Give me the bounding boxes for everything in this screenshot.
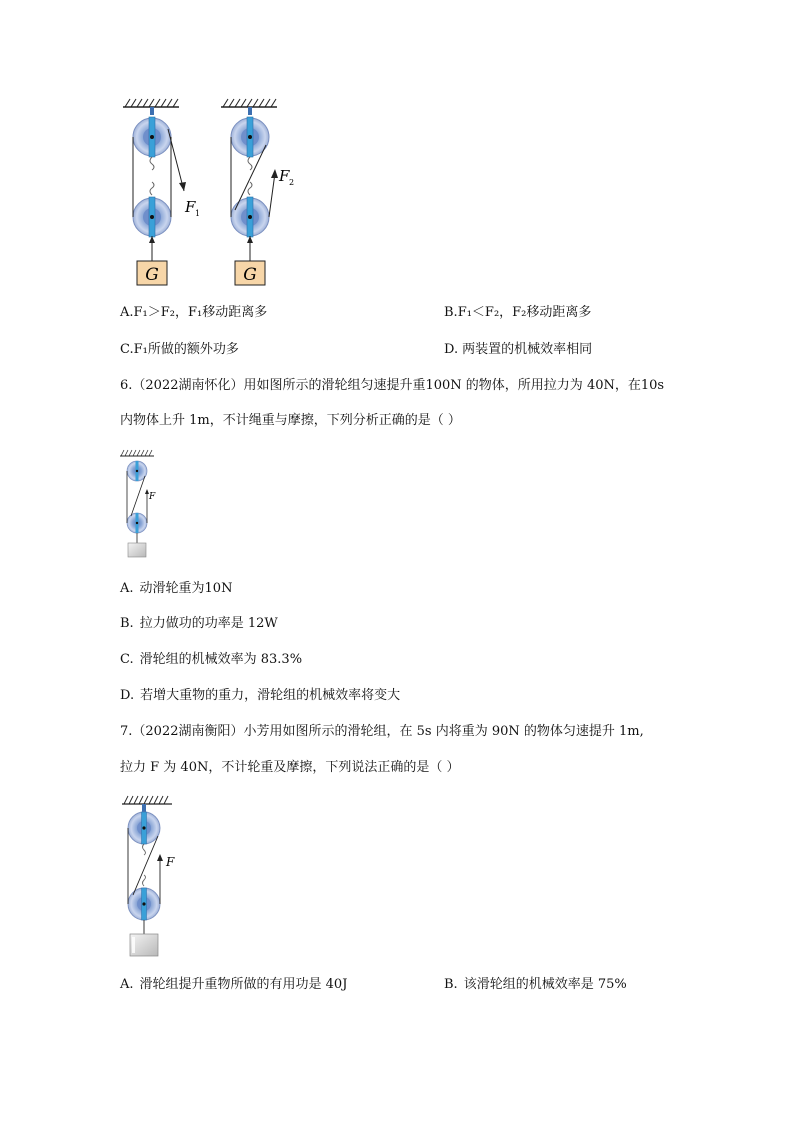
q7-option-a[interactable]: A. 滑轮组提升重物所做的有用功是 40J (120, 977, 348, 992)
pulley-device-left (123, 99, 200, 285)
q7-question-line1: 7.（2022湖南衡阳）小芳用如图所示的滑轮组，在 5s 内将重为 90N 的物体匀速提升 1m, (120, 724, 644, 739)
f1-subscript: 1 (195, 209, 201, 218)
q6-question-line2: 内物体上升 1m，不计绳重与摩擦，下列分析正确的是（ ） (120, 413, 461, 428)
q5-option-d[interactable]: D. 两装置的机械效率相同 (444, 342, 593, 357)
q7-option-b[interactable]: B. 该滑轮组的机械效率是 75% (444, 977, 627, 992)
q6-f-label: F (149, 492, 156, 502)
q7-question-line2: 拉力 F 为 40N，不计轮重及摩擦，下列说法正确的是（ ） (120, 760, 460, 775)
g-label: G (145, 265, 159, 285)
q6-weight-block (128, 543, 146, 557)
f1-label: F (185, 198, 196, 216)
svg-text:G: G (243, 265, 257, 285)
q6-question-line1: 6.（2022湖南怀化）用如图所示的滑轮组匀速提升重100N 的物体，所用拉力为 40N，在10s (120, 378, 665, 393)
f2-label: F (279, 167, 290, 185)
q7-f-label: F (166, 855, 175, 869)
q7-figure (118, 792, 188, 962)
q6-option-c[interactable]: C. 滑轮组的机械效率为 83.3% (120, 652, 303, 667)
q6-option-b[interactable]: B. 拉力做功的功率是 12W (120, 616, 278, 631)
f2-subscript: 2 (289, 178, 295, 187)
q5-figure (115, 95, 315, 295)
q6-option-a[interactable]: A. 动滑轮重为10N (120, 581, 233, 596)
q5-option-a[interactable]: A.F₁＞F₂，F₁移动距离多 (120, 305, 268, 320)
pulley-device-right (221, 99, 294, 285)
q6-figure (118, 446, 168, 561)
q5-option-b[interactable]: B.F₁＜F₂，F₂移动距离多 (444, 305, 592, 320)
q6-option-d[interactable]: D. 若增大重物的重力，滑轮组的机械效率将变大 (120, 688, 401, 703)
q5-option-c[interactable]: C.F₁所做的额外功多 (120, 342, 239, 357)
